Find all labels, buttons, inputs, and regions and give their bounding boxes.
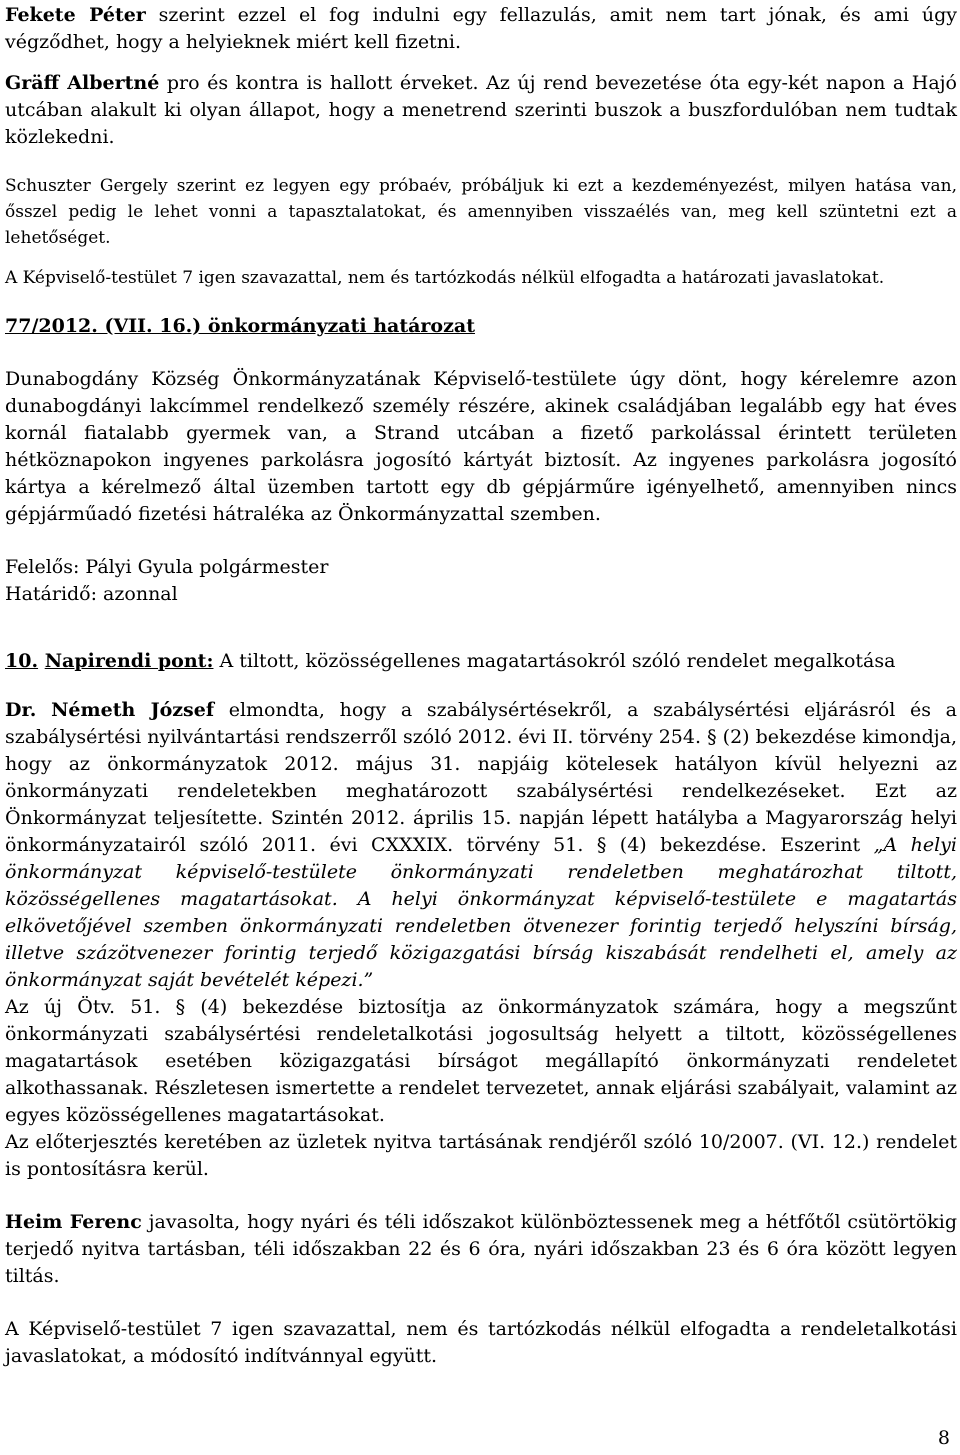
agenda-number: 10. <box>5 650 39 672</box>
paragraph-nemeth <box>5 697 957 994</box>
paragraph-graff <box>5 70 957 151</box>
paragraph-vote-2: A Képviselő-testület 7 igen szavazattal, nem és tartózkodás nélkül elfogadta a rendeletalkotási javaslatokat, a módosító indítvánnyal együtt. <box>5 1318 957 1367</box>
resolution-responsible: Felelős: Pályi Gyula polgármester <box>5 556 329 578</box>
law-quote: „A helyi önkormányzat képviselő-testülete önkormányzati rendeletben meghatározhat tiltott, közösségellenes magatartásokat. A helyi önkormányzat képviselő-testülete e magatartás elkövetőjével szemben önkormányzati rendeletben ötvenezer forintig terjedő helyszíni bírság, illetve százötvenezer forintig terjedő közigazgatási bírság kiszabását rendelheti el, amely az önkormányzat saját bevételét képezi.” <box>5 834 957 991</box>
agenda-heading <box>5 648 957 675</box>
speaker-name: Fekete Péter <box>5 4 146 26</box>
paragraph-vote-1: A Képviselő-testület 7 igen szavazattal, nem és tartózkodás nélkül elfogadta a határozati javaslatokat. <box>5 268 885 288</box>
resolution-title-text: 77/2012. (VII. 16.) önkormányzati határozat <box>5 315 475 337</box>
paragraph-text: javasolta, hogy nyári és téli időszakot különböztessenek meg a hétfőtől csütörtökig terjedő nyitva tartásban, téli időszakban 22 és 6 óra, nyári időszakban 23 és 6 óra között legyen tiltás. <box>5 1211 957 1287</box>
paragraph-ujotv: Az új Ötv. 51. § (4) bekezdése biztosítja az önkormányzatok számára, hogy a megszűnt önkormányzati szabálysértési rendeletalkotási jogosultság helyett a tiltott, közösségellenes magatartások esetében közigazgatási bírságot megállapító önkormányzati rendeletet alkothassanak. Részletesen ismertette a rendelet tervezetet, annak eljárási szabályait, valamint az egyes közösségellenes magatartásokat. <box>5 996 957 1126</box>
speaker-name: Németh József <box>51 699 214 721</box>
agenda-label: Napirendi pont: <box>44 650 214 672</box>
resolution-body: Dunabogdány Község Önkormányzatának Képviselő-testülete úgy dönt, hogy kérelemre azon dunabogdányi lakcímmel rendelkező személy részére, akinek családjában legalább egy hat éves kornál fiatalabb gyermek van, a Strand utcában a fizető parkolással érintett területen hétköznapokon ingyenes parkolásra jogosító kártyát biztosít. Az ingyenes parkolásra jogosító kártya a kérelmező által üzemben tartott egy db gépjárműre igényelhető, amennyiben nincs gépjárműadó fizetési hátraléka az Önkormányzattal szemben. <box>5 368 957 525</box>
resolution-deadline: Határidő: azonnal <box>5 583 178 605</box>
speaker-name: Gräff Albertné <box>5 72 160 94</box>
agenda-title: A tiltott, közösségellenes magatartásokról szóló rendelet megalkotása <box>213 650 896 672</box>
speaker-title: Dr. <box>5 699 37 721</box>
paragraph-eloterjesztes: Az előterjesztés keretében az üzletek nyitva tartásának rendjéről szóló 10/2007. (VI. 12.) rendelet is pontosításra kerül. <box>5 1131 957 1180</box>
paragraph-text: szerint ezzel el fog indulni egy fellazulás, amit nem tart jónak, és ami úgy végződhet, hogy a helyieknek miért kell fizetni. <box>5 4 957 53</box>
paragraph-schuszter: Schuszter Gergely szerint ez legyen egy próbaév, próbáljuk ki ezt a kezdeményezést, milyen hatása van, ősszel pedig le lehet vonni a tapasztalatokat, és amennyiben visszaélés van, meg kell szüntetni ezt a lehetőséget. <box>5 176 957 248</box>
paragraph-text: pro és kontra is hallott érveket. Az új rend bevezetése óta egy-két napon a Hajó utcában alakult ki olyan állapot, hogy a menetrend szerinti buszok a buszfordulóban nem tudtak közlekedni. <box>5 72 957 148</box>
paragraph-text: elmondta, hogy a szabálysértésekről, a szabálysértési eljárásról és a szabálysértési nyilvántartási rendszerről szóló 2012. évi II. törvény 254. § (2) bekezdése kimondja, hogy az önkormányzatok 2012. május 31. napjáig kötelesek hatályon kívül helyezni az önkormányzati rendeletekben meghatározott szabálysértési rendelkezéseket. Ezt az Önkormányzat teljesítette. Szintén 2012. április 15. napján lépett hatályba a Magyarország helyi önkormányzatairól szóló 2011. évi CXXXIX. törvény 51. § (4) bekezdése. Eszerint <box>5 699 958 856</box>
resolution-title <box>5 313 957 340</box>
document-page <box>5 2 957 1370</box>
speaker-name: Heim Ferenc <box>5 1211 142 1233</box>
paragraph-heim <box>5 1209 957 1290</box>
page-number: 8 <box>937 1427 950 1449</box>
paragraph-fekete <box>5 2 957 56</box>
